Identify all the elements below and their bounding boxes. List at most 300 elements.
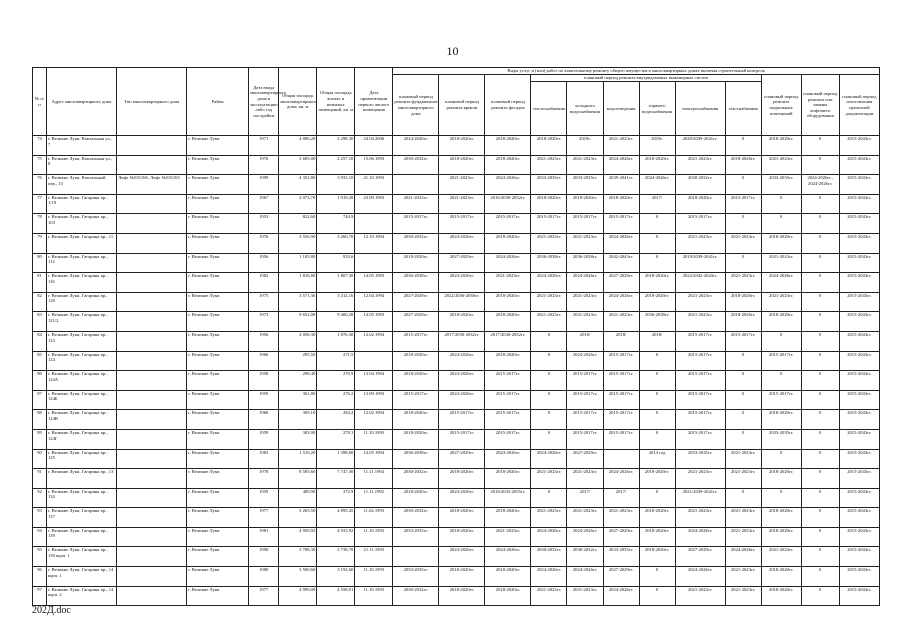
header-gas: газоснабжения (725, 82, 761, 136)
facade-cell: 2016/2030-2032гг. (485, 194, 531, 214)
total-area-cell: 822,60 (279, 214, 317, 234)
living-area-cell: 9 400,28 (317, 312, 355, 332)
total-area-cell: 2 073,70 (279, 194, 317, 214)
year-cell: 1983 (249, 449, 279, 469)
living-area-cell: 270,9 (317, 371, 355, 391)
design-cell: 2015-2043гг. (839, 586, 879, 606)
house-type-cell (117, 410, 187, 430)
foundation-cell: 2015-2017гг. (393, 214, 439, 234)
roof-cell: 2018-2020гг. (439, 155, 485, 175)
cold-water-cell: 2015-2017гг. (567, 214, 603, 234)
facade-cell: 2018-2020гг. (485, 292, 531, 312)
table-row (33, 292, 880, 312)
year-cell: 1960 (249, 410, 279, 430)
row-number: 91 (33, 469, 47, 489)
hot-water-cell: 0 (639, 429, 675, 449)
elevator-cell: 0 (801, 508, 839, 528)
house-type-cell (117, 390, 187, 410)
table-row (33, 214, 880, 234)
total-area-cell: 3 556,90 (279, 233, 317, 253)
house-type-cell (117, 253, 187, 273)
header-hot-water: горячего водоснабжения (639, 82, 675, 136)
basement-cell: 0 (761, 331, 801, 351)
row-number: 79 (33, 233, 47, 253)
privatization-date-cell: 11.11.1994 (355, 469, 393, 489)
cold-water-cell: 2024-2026гг. (567, 351, 603, 371)
basement-cell: 2021-2023гг. (761, 547, 801, 567)
gas-cell: 0 (725, 410, 761, 430)
gas-cell: 2021-2023гг. (725, 233, 761, 253)
house-type-cell (117, 351, 187, 371)
total-area-cell: 295,50 (279, 351, 317, 371)
facade-cell: 2015-2017гг. (485, 390, 531, 410)
electric-cell: 2015-2017гг. (675, 371, 725, 391)
year-cell: 1980 (249, 567, 279, 587)
total-area-cell: 4 950,92 (279, 527, 317, 547)
roof-cell: 2024-2026гг. (439, 390, 485, 410)
foundation-cell: 2024-2026гг. (393, 136, 439, 156)
roof-cell: 2018-2020гг. (439, 469, 485, 489)
basement-cell: 2033-2035гг. (761, 175, 801, 195)
privatization-date-cell: 11.02.1993 (355, 508, 393, 528)
year-cell: 1956 (249, 253, 279, 273)
electric-cell: 2019/2039-2041гг. (675, 253, 725, 273)
electric-cell: 2015-2017гг. (675, 390, 725, 410)
gas-cell: 0 (725, 390, 761, 410)
foundation-cell: 2018-2020гг. (393, 429, 439, 449)
gas-cell: 2018-2020гг. (725, 312, 761, 332)
gas-cell: 2018-2020гг. (725, 155, 761, 175)
house-type-cell (117, 567, 187, 587)
header-elevator: плановый период ремонта или замены лифтового оборудования (801, 75, 839, 136)
hot-water-cell: 0 (639, 488, 675, 508)
design-cell: 2015-2043гг. (839, 194, 879, 214)
design-cell: 2015-2043гг. (839, 527, 879, 547)
drain-cell: 2021-2023гг. (603, 312, 639, 332)
basement-cell: 0 (761, 488, 801, 508)
district-cell: г. Великие Луки (187, 214, 249, 234)
gas-cell: 2021-2023гг. (725, 586, 761, 606)
total-area-cell: 2 056,30 (279, 331, 317, 351)
foundation-cell: 2030-2032гг. (393, 586, 439, 606)
hot-water-cell: 0 (639, 410, 675, 430)
design-cell: 2015-2043гг. (839, 449, 879, 469)
foundation-cell: 2030-2032гг. (393, 155, 439, 175)
total-area-cell: 3 788,30 (279, 547, 317, 567)
drain-cell: 2015-2017гг. (603, 410, 639, 430)
total-area-cell: 9 652,08 (279, 312, 317, 332)
heat-cell: 2021-2023гг. (531, 233, 567, 253)
hot-water-cell: 2018-2020гг. (639, 527, 675, 547)
roof-cell: 2024-2026гг. (439, 488, 485, 508)
design-cell: 2015-2043гг. (839, 155, 879, 175)
header-drain: водоотведения (603, 82, 639, 136)
year-cell: 1973 (249, 312, 279, 332)
district-cell: г. Великие Луки (187, 312, 249, 332)
year-cell: 1976 (249, 233, 279, 253)
row-number: 80 (33, 253, 47, 273)
address-cell: г. Великие Луки, Вокзальная ул., 8 (47, 155, 117, 175)
drain-cell: 2033-2035гг. (603, 547, 639, 567)
district-cell: г. Великие Луки (187, 586, 249, 606)
living-area-cell: 3 933,10 (317, 175, 355, 195)
house-type-cell (117, 547, 187, 567)
district-cell: г. Великие Луки (187, 292, 249, 312)
cold-water-cell: 2027-2029гг. (567, 449, 603, 469)
electric-cell: 2020/2039-2041гг. (675, 136, 725, 156)
heat-cell: 2024-2026гг. (531, 527, 567, 547)
cold-water-cell: 2021-2023гг. (567, 312, 603, 332)
elevator-cell: 0 (801, 214, 839, 234)
living-area-cell: 3 192,60 (317, 567, 355, 587)
foundation-cell: 2030-2032гг. (393, 508, 439, 528)
house-type-cell (117, 449, 187, 469)
elevator-cell: 0 (801, 136, 839, 156)
privatization-date-cell: 12.02.1994 (355, 410, 393, 430)
elevator-cell: 0 (801, 469, 839, 489)
hot-water-cell: 2018-2020гг. (639, 508, 675, 528)
address-cell: г. Великие Луки, Гагарина пр., 13 (47, 469, 117, 489)
roof-cell: 2022/2036-2038гг. (439, 292, 485, 312)
year-cell: 1960 (249, 351, 279, 371)
gas-cell: 0 (725, 429, 761, 449)
drain-cell: 2018/ (603, 331, 639, 351)
gas-cell: 2021-2023гг. (725, 567, 761, 587)
table-row (33, 371, 880, 391)
elevator-cell: 0 (801, 233, 839, 253)
electric-cell: 2027-2029гг. (675, 547, 725, 567)
living-area-cell: 2 257,10 (317, 155, 355, 175)
address-cell: г. Великие Луки, Гагарина пр., 112 (47, 253, 117, 273)
hot-water-cell: 2018-2020гг. (639, 155, 675, 175)
roof-cell: 2018-2020гг. (439, 136, 485, 156)
living-area-cell: 4 933,92 (317, 527, 355, 547)
heat-cell: 0 (531, 429, 567, 449)
total-area-cell: 400,90 (279, 488, 317, 508)
living-area-cell: 284,2 (317, 410, 355, 430)
row-number: 96 (33, 567, 47, 587)
address-cell: г. Великие Луки, Гагарина пр., 124В (47, 410, 117, 430)
electric-cell: 2015-2017гг. (675, 331, 725, 351)
roof-cell: 2027-2029гг. (439, 449, 485, 469)
elevator-cell: 0 (801, 331, 839, 351)
hot-water-cell: 2024-2026гг. (639, 175, 675, 195)
row-number: 84 (33, 331, 47, 351)
total-area-cell: 4 006,20 (279, 136, 317, 156)
living-area-cell: 3 260,70 (317, 233, 355, 253)
gas-cell: 2015-2017гг. (725, 331, 761, 351)
basement-cell: 2018-2020гг. (761, 136, 801, 156)
header-cold-water: холодного водоснабжения (567, 82, 603, 136)
heat-cell: 0 (531, 351, 567, 371)
design-cell: 2015-2043гг. (839, 469, 879, 489)
table-row (33, 567, 880, 587)
row-number: 90 (33, 449, 47, 469)
elevator-cell: 0 (801, 547, 839, 567)
hot-water-cell: 0 (639, 214, 675, 234)
electric-cell: 2021-2023гг. (675, 586, 725, 606)
address-cell: г. Великие Луки, Гагарина пр., 139 корп. 1 (47, 547, 117, 567)
district-cell: г. Великие Луки (187, 175, 249, 195)
district-cell: г. Великие Луки (187, 273, 249, 293)
foundation-cell: 2018-2020гг. (393, 253, 439, 273)
year-cell: 1975 (249, 292, 279, 312)
cold-water-cell: 2021-2023гг. (567, 155, 603, 175)
house-type-cell (117, 273, 187, 293)
cold-water-cell: 2024-2026гг. (567, 527, 603, 547)
foundation-cell (393, 175, 439, 195)
privatization-date-cell: 11.10.1993 (355, 527, 393, 547)
electric-cell: 2021-2023гг. (675, 292, 725, 312)
year-cell: 1982 (249, 273, 279, 293)
district-cell: г. Великие Луки (187, 390, 249, 410)
total-area-cell: 1 816,80 (279, 273, 317, 293)
privatization-date-cell: 11.10.1993 (355, 586, 393, 606)
table-row (33, 547, 880, 567)
elevator-cell: 0 (801, 253, 839, 273)
table-row (33, 508, 880, 528)
facade-cell: 2024-2026гг. (485, 253, 531, 273)
basement-cell: 2024-2026гг. (761, 273, 801, 293)
table-row (33, 253, 880, 273)
hot-water-cell: 0 (639, 390, 675, 410)
heat-cell: 2021-2023гг. (531, 312, 567, 332)
design-cell: 2015-2043гг. (839, 292, 879, 312)
header-house-type: Тип многоквартирного дома (117, 68, 187, 136)
header-roof: плановый период ремонта крыши (439, 75, 485, 136)
year-cell: 1977 (249, 508, 279, 528)
house-type-cell: Лифт №031166, Лифт №031165 (117, 175, 187, 195)
heat-cell: 2024-2026гг. (531, 449, 567, 469)
house-type-cell (117, 194, 187, 214)
gas-cell: 0 (725, 253, 761, 273)
electric-cell: 2021-2023гг. (675, 155, 725, 175)
heat-cell: 2024-2026гг. (531, 567, 567, 587)
elevator-cell: 0 (801, 527, 839, 547)
header-living-area: Общая площадь жилых и нежилых помещений, кв. м (317, 68, 355, 136)
design-cell: 2015-2043гг. (839, 233, 879, 253)
hot-water-cell: 2018-2020гг. (639, 273, 675, 293)
electric-cell: 2021-2023гг. (675, 508, 725, 528)
foundation-cell: 2027-2029гг. (393, 292, 439, 312)
facade-cell: 2024-2026гг. (485, 547, 531, 567)
living-area-cell: 1 807,30 (317, 273, 355, 293)
cold-water-cell: 2021-2023гг. (567, 292, 603, 312)
elevator-cell: 2024-2026гг., 2024-2026гг. (801, 175, 839, 195)
foundation-cell: 2036-2038гг. (393, 449, 439, 469)
hot-water-cell: 2017/ (639, 194, 675, 214)
heat-cell: 2036-2038гг. (531, 253, 567, 273)
table-row (33, 331, 880, 351)
design-cell: 2015-2043гг. (839, 273, 879, 293)
elevator-cell: 0 (801, 351, 839, 371)
living-area-cell: 4 558,01 (317, 586, 355, 606)
cold-water-cell: 2021-2023гг. (567, 508, 603, 528)
foundation-cell: 2018-2020гг. (393, 410, 439, 430)
row-number: 77 (33, 194, 47, 214)
living-area-cell: 3 738,70 (317, 547, 355, 567)
roof-cell: 2015-2017гг. (439, 410, 485, 430)
gas-cell: 0 (725, 136, 761, 156)
hot-water-cell: 2019г. (639, 136, 675, 156)
foundation-cell (393, 547, 439, 567)
cold-water-cell: 2015-2017гг. (567, 410, 603, 430)
gas-cell: 0 (725, 351, 761, 371)
drain-cell: 2015-2017гг. (603, 429, 639, 449)
row-number: 92 (33, 488, 47, 508)
total-area-cell: 4 999,09 (279, 586, 317, 606)
address-cell: г. Великие Луки, Гагарина пр., 1/19 (47, 194, 117, 214)
hot-water-cell: 0 (639, 351, 675, 371)
design-cell: 2015-2043гг. (839, 547, 879, 567)
privatization-date-cell: 15.06.1993 (355, 155, 393, 175)
repair-schedule-table (32, 67, 880, 606)
privatization-date-cell: 12.10.1994 (355, 233, 393, 253)
foundation-cell: 2015-2017гг. (393, 331, 439, 351)
basement-cell: 2018-2020гг. (761, 508, 801, 528)
header-services-group: Виды услуг и (или) работ по капитальному ремонту общего имущества в многоквартирных домах включая строительный контроль (393, 68, 880, 75)
roof-cell: 2018-2020гг. (439, 312, 485, 332)
basement-cell: 2021-2023гг. (761, 155, 801, 175)
drain-cell: 2021-2023гг. (603, 508, 639, 528)
address-cell: г. Великие Луки, Гагарина пр., 14 корп. 1 (47, 567, 117, 587)
facade-cell: 2018-2020гг. (485, 233, 531, 253)
header-heat: теплоснабжения (531, 82, 567, 136)
header-total-area: Общая площадь многоквартирного дома, кв. м (279, 68, 317, 136)
electric-cell: 2030-2032гг. (675, 175, 725, 195)
living-area-cell: 4 895,45 (317, 508, 355, 528)
total-area-cell: 3 571,36 (279, 292, 317, 312)
living-area-cell: 278,1 (317, 429, 355, 449)
table-row (33, 273, 880, 293)
row-number: 75 (33, 155, 47, 175)
basement-cell: 2018-2020гг. (761, 567, 801, 587)
house-type-cell (117, 233, 187, 253)
header-num: № п/п (33, 68, 47, 136)
district-cell: г. Великие Луки (187, 508, 249, 528)
hot-water-cell: 2018-2020гг. (639, 469, 675, 489)
elevator-cell: 0 (801, 273, 839, 293)
electric-cell: 2024-2026гг. (675, 527, 725, 547)
design-cell: 2015-2043гг. (839, 371, 879, 391)
privatization-date-cell (355, 253, 393, 273)
elevator-cell: 0 (801, 194, 839, 214)
total-area-cell: 1 510,20 (279, 449, 317, 469)
privatization-date-cell: 14.05.1993 (355, 312, 393, 332)
roof-cell: 2024-2026гг. (439, 273, 485, 293)
facade-cell: 2015-2017гг. (485, 371, 531, 391)
elevator-cell: 0 (801, 292, 839, 312)
address-cell: г. Великие Луки, Гагарина пр., 14 корп. 2 (47, 586, 117, 606)
heat-cell: 2018-2020гг. (531, 194, 567, 214)
house-type-cell (117, 508, 187, 528)
year-cell: 1999 (249, 175, 279, 195)
facade-cell: 2024-2026гг. (485, 449, 531, 469)
drain-cell: 2015-2017гг. (603, 371, 639, 391)
total-area-cell: 5 263,50 (279, 508, 317, 528)
district-cell: г. Великие Луки (187, 136, 249, 156)
address-cell: г. Великие Луки, Гагарина пр., 103 (47, 214, 117, 234)
district-cell: г. Великие Луки (187, 155, 249, 175)
house-type-cell (117, 429, 187, 449)
address-cell: г. Великие Луки, Гагарина пр., 137 (47, 508, 117, 528)
design-cell: 2015-2043гг. (839, 429, 879, 449)
address-cell: г. Великие Луки, Гагарина пр., 11 (47, 233, 117, 253)
table-row (33, 312, 880, 332)
address-cell: г. Великие Луки, Гагарина пр., 124Б (47, 390, 117, 410)
privatization-date-cell: 13.04.1994 (355, 371, 393, 391)
design-cell: 2015-2043гг. (839, 312, 879, 332)
row-number: 89 (33, 429, 47, 449)
year-cell: 1977 (249, 586, 279, 606)
electric-cell: 2021/2039-2041гг. (675, 488, 725, 508)
design-cell: 2015-2043гг. (839, 351, 879, 371)
facade-cell: 2018-2020гг. (485, 136, 531, 156)
basement-cell: 2018-2020гг. (761, 586, 801, 606)
roof-cell: 2024-2026гг. (439, 351, 485, 371)
district-cell: г. Великие Луки (187, 194, 249, 214)
heat-cell: 2015-2017гг. (531, 214, 567, 234)
facade-cell: 2015-2017гг. (485, 410, 531, 430)
table-row (33, 351, 880, 371)
electric-cell: 2022/2042-2043гг. (675, 273, 725, 293)
basement-cell: 2021-2023гг. (761, 253, 801, 273)
electric-cell: 2021-2023гг. (675, 233, 725, 253)
year-cell: 1959 (249, 488, 279, 508)
cold-water-cell: 2015-2017гг. (567, 371, 603, 391)
heat-cell: 0 (531, 410, 567, 430)
basement-cell: 2015-2017гг. (761, 351, 801, 371)
roof-cell: 2018-2020гг. (439, 567, 485, 587)
living-area-cell: 7 747,30 (317, 469, 355, 489)
living-area-cell: 1 876,30 (317, 331, 355, 351)
privatization-date-cell: 11.11.1992 (355, 488, 393, 508)
facade-cell: 2018-2020гг. (485, 312, 531, 332)
privatization-date-cell: 24.04.2006 (355, 136, 393, 156)
electric-cell: 2015-2017гг. (675, 429, 725, 449)
total-area-cell: 298,40 (279, 371, 317, 391)
electric-cell: 2015-2017гг. (675, 410, 725, 430)
roof-cell: 2021-2023гг. (439, 194, 485, 214)
gas-cell: 2015-2017гг. (725, 194, 761, 214)
basement-cell: 2018-2020гг. (761, 233, 801, 253)
electric-cell: 2018-2020гг. (675, 194, 725, 214)
table-row (33, 449, 880, 469)
total-area-cell: 301,80 (279, 390, 317, 410)
district-cell: г. Великие Луки (187, 331, 249, 351)
living-area-cell: 3 312,16 (317, 292, 355, 312)
basement-cell: 0 (761, 449, 801, 469)
header-electric: электроснабжения (675, 82, 725, 136)
roof-cell: 2015-2017гг. (439, 214, 485, 234)
total-area-cell: 309,10 (279, 410, 317, 430)
district-cell: г. Великие Луки (187, 351, 249, 371)
district-cell: г. Великие Луки (187, 567, 249, 587)
privatization-date-cell (355, 351, 393, 371)
cold-water-cell: 2017/ (567, 488, 603, 508)
house-type-cell (117, 331, 187, 351)
repair-schedule-table-wrapper (32, 67, 880, 606)
electric-cell: 2024-2026гг. (675, 567, 725, 587)
design-cell: 2015-2043гг. (839, 567, 879, 587)
drain-cell: 2042-2043гг. (603, 253, 639, 273)
elevator-cell: 0 (801, 429, 839, 449)
privatization-date-cell: 14.05.1994 (355, 449, 393, 469)
privatization-date-cell: 11.10.1993 (355, 429, 393, 449)
living-area-cell: 1 398,60 (317, 449, 355, 469)
privatization-date-cell: 11.10.1993 (355, 567, 393, 587)
electric-cell: 2015-2017гг. (675, 214, 725, 234)
